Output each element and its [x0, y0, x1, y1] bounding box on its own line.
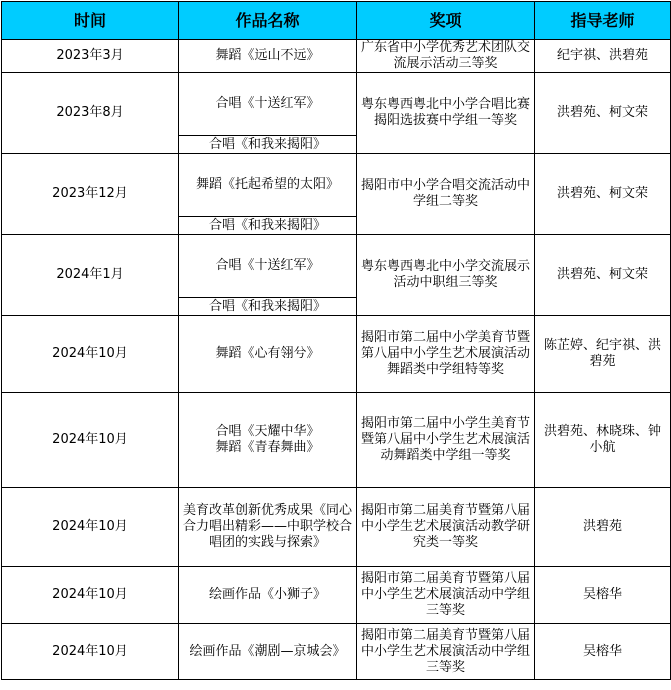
- cell-award: 揭阳市第二届美育节暨第八届中小学生艺术展演活动中学组三等奖: [357, 624, 535, 680]
- cell-teacher: 吴榕华: [535, 567, 671, 624]
- cell-work: 舞蹈《远山不远》: [179, 40, 357, 73]
- cell-time: 2024年10月: [2, 567, 179, 624]
- table-row: [2, 154, 671, 217]
- header-row: [2, 2, 671, 40]
- cell-work: 美育改革创新优秀成果《同心合力唱出精彩——中职学校合唱团的实践与探索》: [179, 488, 357, 567]
- table-row: [2, 624, 671, 680]
- cell-time: 2024年10月: [2, 488, 179, 567]
- cell-award: 揭阳市第二届中小学美育节暨第八届中小学生艺术展演活动舞蹈类中学组特等奖: [357, 316, 535, 393]
- cell-work: 舞蹈《托起希望的太阳》: [179, 154, 357, 217]
- cell-teacher: 洪碧苑、林晓珠、钟小航: [535, 393, 671, 488]
- cell-teacher: 洪碧苑、柯文荣: [535, 235, 671, 316]
- cell-work: 合唱《十送红军》: [179, 235, 357, 298]
- cell-time: 2023年12月: [2, 154, 179, 235]
- cell-teacher: 洪碧苑、柯文荣: [535, 73, 671, 154]
- table-row: [2, 235, 671, 298]
- cell-work: 合唱《十送红军》: [179, 73, 357, 136]
- cell-work: 绘画作品《小狮子》: [179, 567, 357, 624]
- awards-table: [1, 1, 671, 680]
- cell-time: 2024年10月: [2, 624, 179, 680]
- header-teacher: 指导老师: [535, 2, 671, 40]
- cell-time: 2024年1月: [2, 235, 179, 316]
- table-row: [2, 73, 671, 136]
- cell-award: 揭阳市第二届美育节暨第八届中小学生艺术展演活动教学研究类一等奖: [357, 488, 535, 567]
- cell-award: 粤东粤西粤北中小学合唱比赛揭阳选拔赛中学组一等奖: [357, 73, 535, 154]
- cell-award: 揭阳市第二届中小学生美育节暨第八届中小学生艺术展演活动舞蹈类中学组一等奖: [357, 393, 535, 488]
- cell-work: 舞蹈《心有翎兮》: [179, 316, 357, 393]
- header-award: 奖项: [357, 2, 535, 40]
- header-work: 作品名称: [179, 2, 357, 40]
- cell-time: 2024年10月: [2, 393, 179, 488]
- table-row: [2, 316, 671, 393]
- cell-teacher: 陈芷婷、纪宇祺、洪碧苑: [535, 316, 671, 393]
- cell-teacher: 洪碧苑: [535, 488, 671, 567]
- cell-teacher: 纪宇祺、洪碧苑: [535, 40, 671, 73]
- cell-work: 合唱《和我来揭阳》: [179, 217, 357, 235]
- cell-time: 2023年8月: [2, 73, 179, 154]
- cell-work: 合唱《天耀中华》 舞蹈《青春舞曲》: [179, 393, 357, 488]
- cell-work: 合唱《和我来揭阳》: [179, 136, 357, 154]
- header-time: 时间: [2, 2, 179, 40]
- cell-time: 2024年10月: [2, 316, 179, 393]
- cell-award: 粤东粤西粤北中小学交流展示活动中职组三等奖: [357, 235, 535, 316]
- table-row: [2, 567, 671, 624]
- table-row: [2, 40, 671, 73]
- table-row: [2, 488, 671, 567]
- cell-teacher: 洪碧苑、柯文荣: [535, 154, 671, 235]
- cell-work: 绘画作品《潮剧—京城会》: [179, 624, 357, 680]
- cell-teacher: 吴榕华: [535, 624, 671, 680]
- cell-award: 广东省中小学优秀艺术团队交流展示活动三等奖: [357, 40, 535, 73]
- cell-award: 揭阳市第二届美育节暨第八届中小学生艺术展演活动中学组三等奖: [357, 567, 535, 624]
- cell-award: 揭阳市中小学合唱交流活动中学组二等奖: [357, 154, 535, 235]
- cell-work: 合唱《和我来揭阳》: [179, 298, 357, 316]
- cell-time: 2023年3月: [2, 40, 179, 73]
- table-row: [2, 393, 671, 488]
